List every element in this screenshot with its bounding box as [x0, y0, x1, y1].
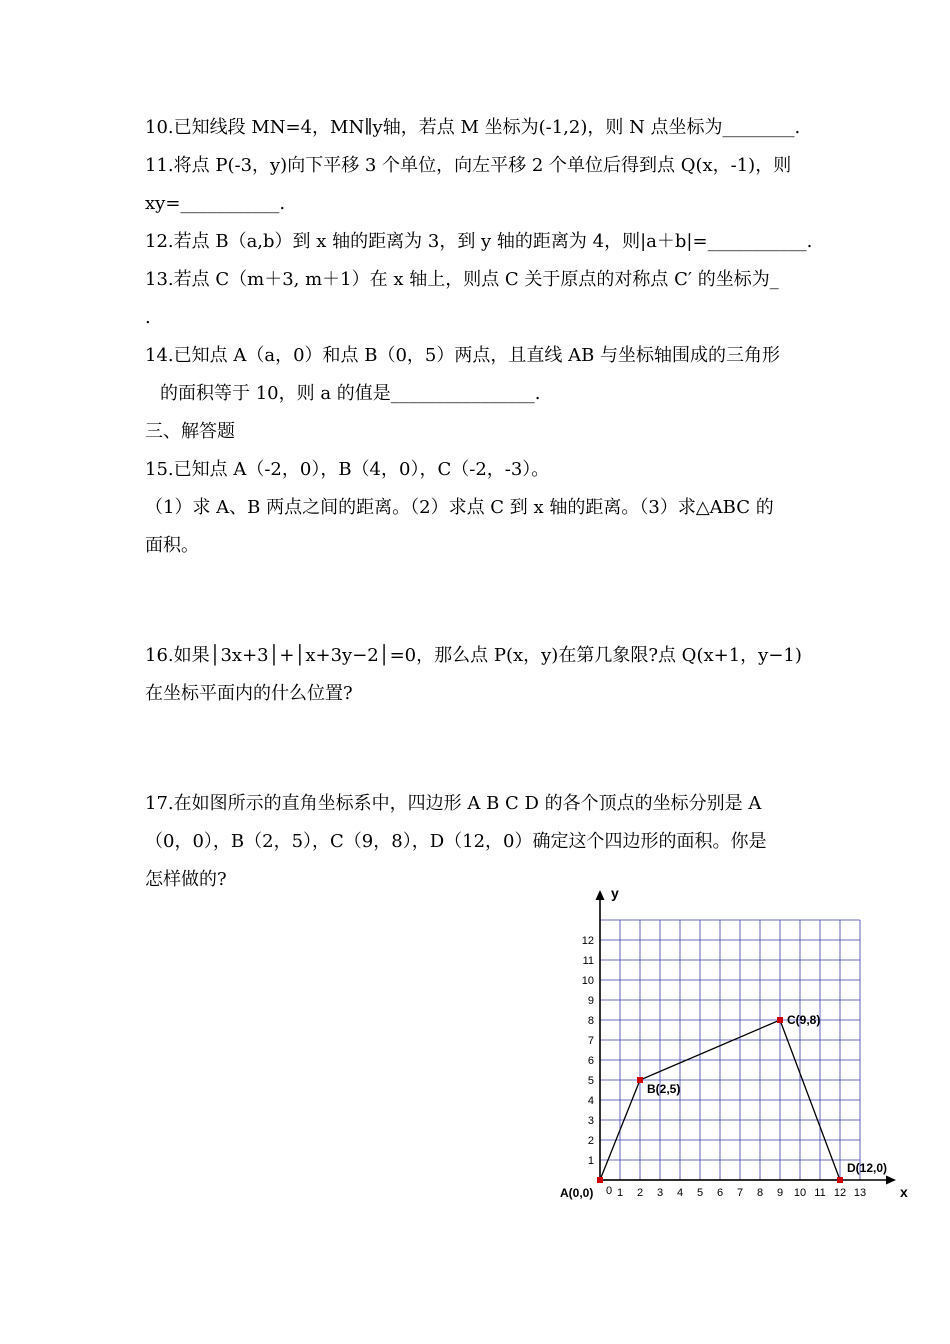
svg-text:13: 13	[853, 1187, 867, 1199]
problem-17-text-line-2: （0，0），B（2，5），C（9，8），D（12，0）确定这个四边形的面积。你是	[145, 831, 767, 852]
svg-text:2: 2	[636, 1187, 644, 1199]
coordinate-chart-figure	[558, 888, 924, 1228]
problem-14-text-line-2: 的面积等于 10，则 a 的值是________________.	[160, 383, 541, 404]
svg-text:0: 0	[606, 1185, 613, 1197]
svg-text:9: 9	[776, 1187, 784, 1199]
svg-text:1: 1	[616, 1187, 624, 1199]
problem-16-text-line-1: 16.如果│3x+3│+│x+3y−2│=0，那么点 P(x，y)在第几象限?点 Q(x+1，y−1)	[145, 645, 802, 666]
svg-text:12: 12	[581, 935, 594, 947]
svg-text:y: y	[611, 888, 619, 901]
svg-text:10: 10	[793, 1187, 807, 1199]
problem-17-text-line-1: 17.在如图所示的直角坐标系中，四边形 A B C D 的各个顶点的坐标分别是 A	[145, 793, 762, 814]
svg-text:B(2,5): B(2,5)	[647, 1082, 681, 1096]
svg-text:12: 12	[833, 1187, 847, 1199]
svg-text:7: 7	[587, 1035, 594, 1047]
problem-13-text-line-2: .	[145, 307, 151, 328]
svg-text:3: 3	[587, 1115, 594, 1127]
problem-17-text-line-3: 怎样做的?	[145, 869, 227, 890]
svg-text:D(12,0): D(12,0)	[847, 1161, 888, 1175]
problem-15-text-line-2: （1）求 A、B 两点之间的距离。（2）求点 C 到 x 轴的距离。（3）求△ABC 的	[145, 497, 774, 518]
section-heading: 三、解答题	[145, 421, 235, 442]
problem-15-text-line-1: 15.已知点 A（-2，0），B（4，0），C（-2，-3）。	[145, 459, 550, 480]
problem-15-text-line-3: 面积。	[145, 535, 199, 556]
svg-text:x: x	[900, 1184, 908, 1200]
svg-text:5: 5	[587, 1075, 594, 1087]
svg-text:1: 1	[587, 1155, 594, 1167]
svg-text:9: 9	[587, 995, 594, 1007]
svg-text:10: 10	[581, 975, 594, 987]
svg-text:11: 11	[814, 1187, 826, 1199]
svg-text:6: 6	[587, 1055, 594, 1067]
problem-11-text-line-2: xy=___________.	[145, 193, 286, 214]
svg-text:C(9,8): C(9,8)	[787, 1013, 821, 1027]
coordinate-grid	[558, 888, 924, 1224]
svg-text:7: 7	[736, 1187, 744, 1199]
svg-text:8: 8	[756, 1187, 764, 1199]
svg-text:8: 8	[587, 1015, 594, 1027]
svg-text:4: 4	[587, 1095, 594, 1107]
svg-text:11: 11	[582, 955, 594, 967]
worksheet-body	[145, 109, 885, 899]
svg-text:4: 4	[676, 1187, 684, 1199]
problem-10-text: 10.已知线段 MN=4，MN∥y轴，若点 M 坐标为(-1,2)，则 N 点坐标为________.	[145, 117, 801, 138]
svg-text:3: 3	[656, 1187, 664, 1199]
svg-text:2: 2	[587, 1135, 594, 1147]
problem-13-text-line-1: 13.若点 C（m＋3, m＋1）在 x 轴上，则点 C 关于原点的对称点 C′ 的坐标为_	[145, 269, 779, 290]
problem-14-text-line-1: 14.已知点 A（a，0）和点 B（0，5）两点，且直线 AB 与坐标轴围成的三角形	[145, 345, 781, 366]
svg-text:5: 5	[696, 1187, 704, 1199]
problem-11-text-line-1: 11.将点 P(-3，y)向下平移 3 个单位，向左平移 2 个单位后得到点 Q(x，-1)，则	[145, 155, 792, 176]
svg-text:A(0,0): A(0,0)	[560, 1186, 594, 1200]
problem-12-text: 12.若点 B（a,b）到 x 轴的距离为 3，到 y 轴的距离为 4，则|a＋b|=___________.	[145, 231, 813, 252]
svg-text:6: 6	[716, 1187, 724, 1199]
problem-16-text-line-2: 在坐标平面内的什么位置?	[145, 683, 353, 704]
